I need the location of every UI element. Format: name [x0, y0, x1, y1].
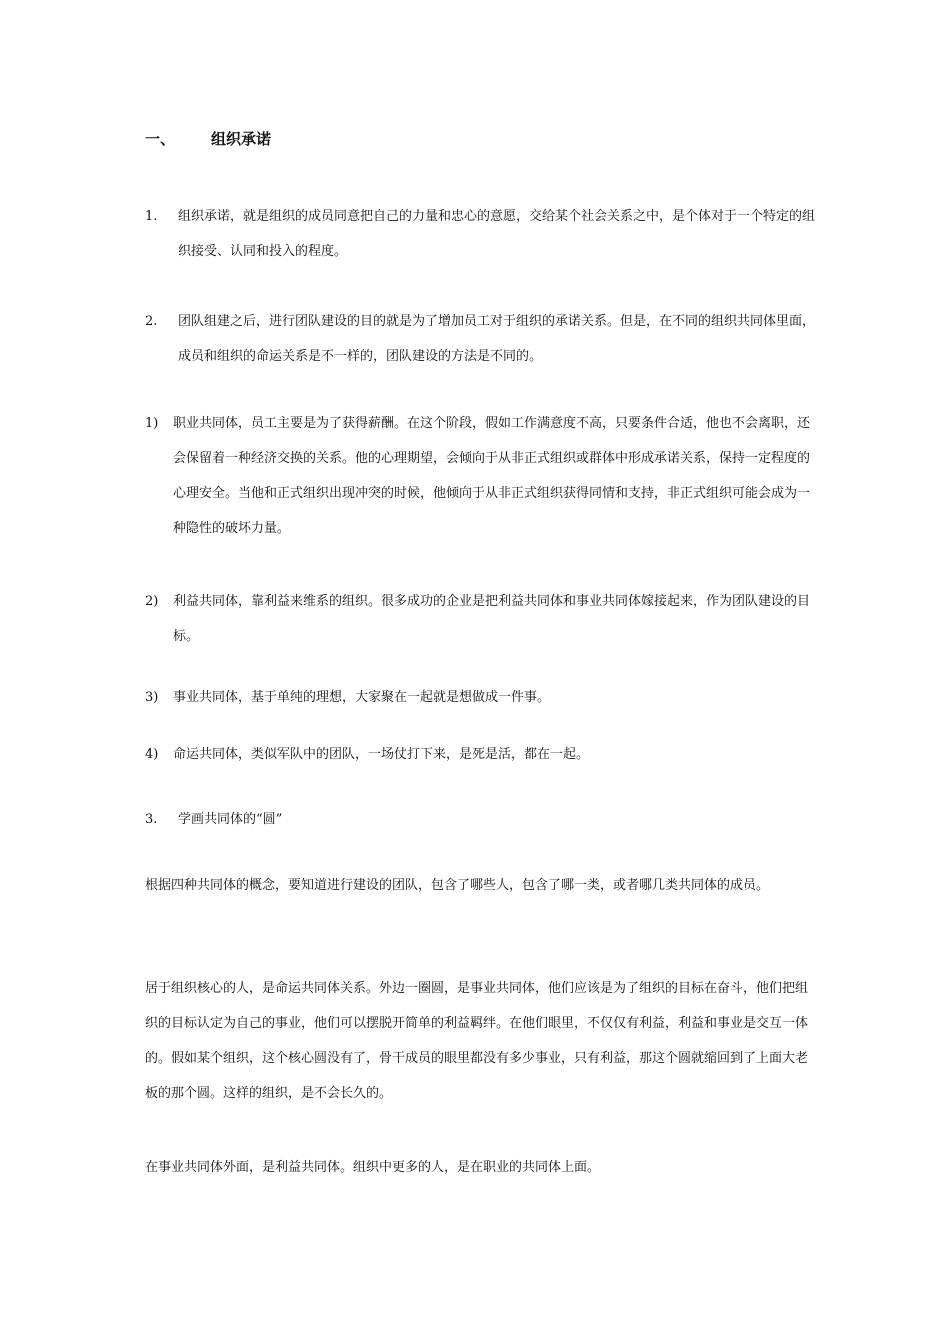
body-paragraph: 根据四种共同体的概念，要知道进行建设的团队，包含了哪些人，包含了哪一类，或者哪几类共同体的成员。: [145, 878, 770, 893]
list-item-text: 组织承诺，就是组织的成员同意把自己的力量和忠心的意愿，交给某个社会关系之中，是个体对于一个特定的组织接受、认同和投入的程度。: [178, 209, 816, 259]
list-item: [145, 304, 815, 374]
list-marker: 3.: [145, 812, 158, 827]
body-paragraph: 居于组织核心的人，是命运共同体关系。外边一圈圆，是事业共同体，他们应该是为了组织的目标在奋斗，他们把组织的目标认定为自己的事业，他们可以摆脱开简单的利益羁绊。在他们眼里，不仅仅有利益，利益和事业是交互一体的。假如某个组织，这个核心圆没有了，骨干成员的眼里都没有多少事业，只有利益，那这个圆就缩回到了上面大老板的那个圆。这样的组织，是不会长久的。: [145, 981, 809, 1101]
list-item: [145, 406, 815, 546]
list-item-text: 职业共同体，员工主要是为了获得薪酬。在这个阶段，假如工作满意度不高，只要条件合适，他也不会离职，还会保留着一种经济交换的关系。他的心理期望，会倾向于从非正式组织或群体中形成承诺关系，保持一定程度的心理安全。当他和正式组织出现冲突的时候，他倾向于从非正式组织获得同情和支持，非正式组织可能会成为一种隐性的破坏力量。: [173, 416, 811, 536]
list-marker: 1): [145, 416, 159, 431]
list-item-text: 命运共同体，类似军队中的团队，一场仗打下来，是死是活，都在一起。: [173, 747, 590, 762]
list-marker: 2.: [145, 314, 158, 329]
list-item-text: 团队组建之后，进行团队建设的目的就是为了增加员工对于组织的承诺关系。但是，在不同的组织共同体里面，成员和组织的命运关系是不一样的，团队建设的方法是不同的。: [178, 314, 816, 364]
list-marker: 4): [145, 747, 159, 762]
list-marker: 3): [145, 690, 159, 705]
list-marker: 2): [145, 594, 159, 609]
list-item: [145, 584, 815, 654]
section-title: 组织承诺: [211, 130, 272, 148]
list-item: [145, 737, 815, 772]
list-item-text: 学画共同体的“圆”: [178, 812, 283, 827]
list-item-text: 事业共同体，基于单纯的理想，大家聚在一起就是想做成一件事。: [173, 690, 551, 705]
list-item-text: 利益共同体，靠利益来维系的组织。很多成功的企业是把利益共同体和事业共同体嫁接起来，作为团队建设的目标。: [173, 594, 811, 644]
list-item: [145, 802, 815, 837]
list-marker: 1.: [145, 209, 158, 224]
body-paragraph: 在事业共同体外面，是利益共同体。组织中更多的人，是在职业的共同体上面。: [145, 1160, 601, 1175]
section-number: 一、: [145, 130, 176, 148]
section-heading: [145, 128, 271, 149]
list-item: [145, 199, 815, 269]
list-item: [145, 680, 815, 715]
